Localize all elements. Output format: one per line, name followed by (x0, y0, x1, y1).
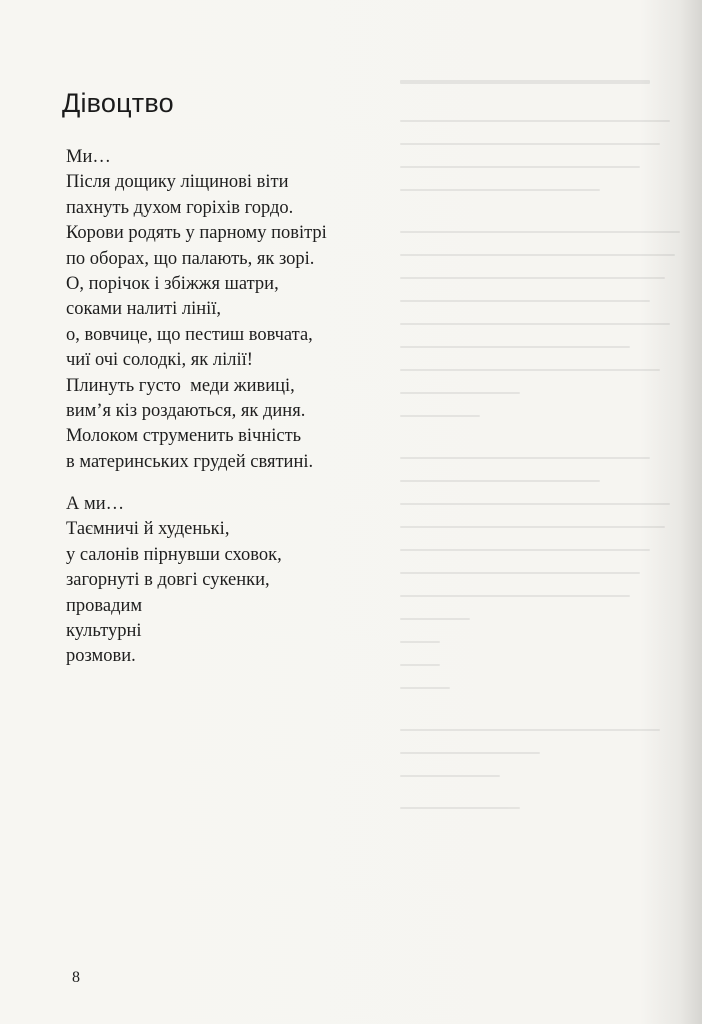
poem-line: вим’я кіз роздаються, як диня. (66, 401, 306, 422)
poem-line: у салонів пірнувши сховок, (66, 544, 282, 565)
poem-line: Корови родять у парному повітрі (66, 223, 327, 244)
poem-line: о, вовчице, що пестиш вовчата, (66, 324, 313, 345)
poem-stanza-1 (66, 145, 327, 475)
poem-line: Таємничі й худенькі, (66, 519, 230, 540)
poem-line: Після дощику ліщинові віти (66, 172, 289, 193)
poem-line: Плинуть густо меди живиці, (66, 375, 295, 396)
page-number: 8 (72, 969, 80, 986)
poem-line: провадим (66, 595, 143, 616)
poem-line: Молоком струменить вічність (66, 426, 302, 447)
poem-line: культурні (66, 621, 142, 642)
poem-line: соками налиті лінії, (66, 299, 222, 320)
poem-line: чиї очі солодкі, як лілії! (66, 350, 253, 371)
poem-line: по оборах, що палають, як зорі. (66, 248, 315, 269)
poem-line: в материнських грудей святині. (66, 451, 314, 472)
poem-line: пахнуть духом горіхів гордо. (66, 197, 294, 218)
poem-stanza-2 (66, 492, 282, 670)
poem-line: А ми… (66, 494, 125, 514)
poem-line: загорнуті в довгі сукенки, (66, 570, 270, 591)
poem-line: О, порічок і збіжжя шатри, (66, 274, 279, 295)
poem-title: Дівоцтво (62, 88, 174, 118)
reverse-side-bleed-through (400, 80, 690, 940)
poem-line: Ми… (66, 147, 111, 167)
poem-line: розмови. (66, 646, 136, 667)
